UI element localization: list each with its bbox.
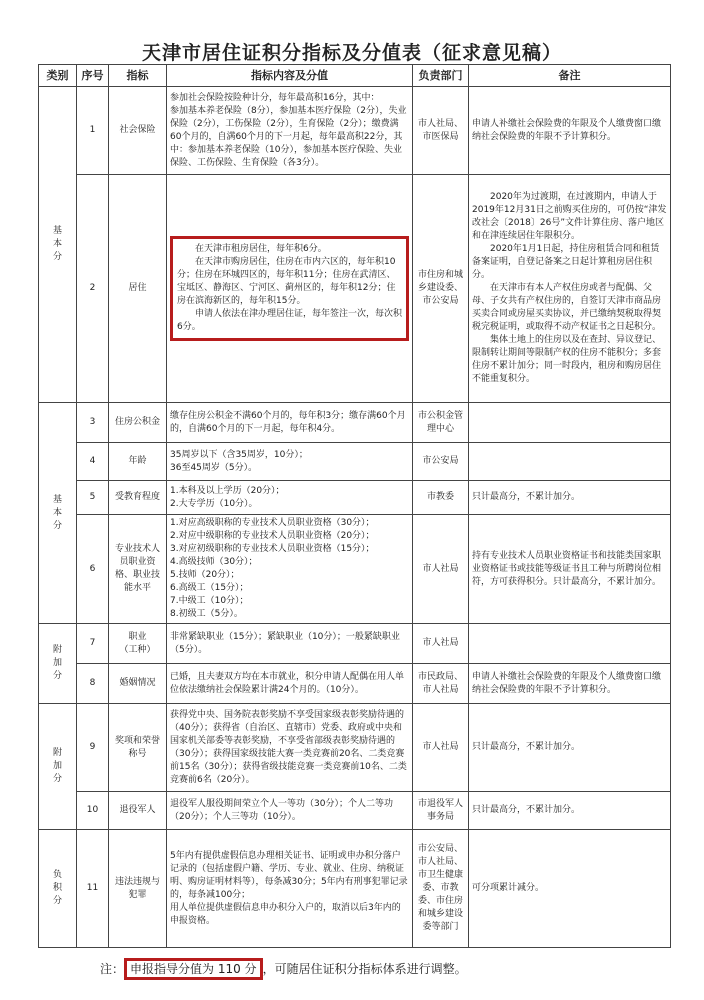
remark: 只计最高分，不累计加分。 xyxy=(469,481,671,515)
content-paragraph: 在天津市租房居住，每年积6分。 xyxy=(195,244,327,254)
indicator-name: 婚姻情况 xyxy=(109,664,167,704)
indicator-content: 获得党中央、国务院表彰奖励不享受国家级表彰奖励待遇的（40分）；获得省（自治区、直辖市）党委、政府或中央和国家机关部委等表彰奖励，不享受省部级表彰奖励待遇的（30分）；获得国家级技能大赛一类竞赛前20名、二类竞赛前15名（30分）；获得省级技能竞赛一类竞赛前10名、二类竞赛前6名（20分）。 xyxy=(167,704,413,792)
header-category: 类别 xyxy=(39,65,77,87)
indicator-name: 年龄 xyxy=(109,443,167,481)
indicator-content xyxy=(167,175,413,403)
indicator-name: 职业 （工种） xyxy=(109,624,167,664)
table-row xyxy=(39,515,671,624)
table-row xyxy=(39,792,671,830)
row-number: 3 xyxy=(77,403,109,443)
department: 市退役军人事务局 xyxy=(413,792,469,830)
highlight-box xyxy=(170,236,409,341)
row-number: 6 xyxy=(77,515,109,624)
category-basic: 基 本 分 xyxy=(39,87,77,403)
row-number: 4 xyxy=(77,443,109,481)
page-title: 天津市居住证积分指标及分值表（征求意见稿） xyxy=(141,42,562,64)
table-row xyxy=(39,443,671,481)
indicator-content: 1.本科及以上学历（20分）； 2.大专学历（10分）。 xyxy=(167,481,413,515)
remark xyxy=(469,443,671,481)
indicator-content: 35周岁以下（含35周岁，10分）； 36至45周岁（5分）。 xyxy=(167,443,413,481)
table-row xyxy=(39,87,671,175)
remark: 只计最高分，不累计加分。 xyxy=(469,704,671,792)
category-negative: 负 积 分 xyxy=(39,830,77,948)
remark: 只计最高分，不累计加分。 xyxy=(469,792,671,830)
indicator-name: 退役军人 xyxy=(109,792,167,830)
indicator-name: 奖项和荣誉称号 xyxy=(109,704,167,792)
department: 市人社局 xyxy=(413,624,469,664)
table-row xyxy=(39,403,671,443)
footnote xyxy=(100,960,467,977)
department: 市公安局 xyxy=(413,443,469,481)
remark: 可分项累计减分。 xyxy=(469,830,671,948)
department: 市人社局 xyxy=(413,704,469,792)
header-indicator: 指标 xyxy=(109,65,167,87)
department: 市人社局、 市医保局 xyxy=(413,87,469,175)
row-number: 11 xyxy=(77,830,109,948)
remark: 申请人补缴社会保险费的年限及个人缴费窗口缴纳社会保险费的年限不予计算积分。 xyxy=(469,87,671,175)
row-number: 1 xyxy=(77,87,109,175)
remark-paragraph: 2020年为过渡期，在过渡期内，申请人于2019年12月31日之前购买住房的，可仍按“津发改社会〔2018〕26号”文件计算住房、落户地区和在津连续居住年限积分。 xyxy=(472,192,667,241)
department: 市民政局、市人社局 xyxy=(413,664,469,704)
header-row xyxy=(39,65,671,87)
indicator-content: 5年内有提供虚假信息办理相关证书、证明或申办积分落户记录的（包括虚假户籍、学历、专业、就业、住房、纳税证明、购房证明材料等），每条减30分；5年内有刑事犯罪记录的，每条减100分； 用人单位提供虚假信息申办积分入户的，取消以后3年内的申报资格。 xyxy=(167,830,413,948)
department: 市教委 xyxy=(413,481,469,515)
indicator-content: 退役军人服役期间荣立个人一等功（30分）；个人二等功（20分）；个人三等功（10分）。 xyxy=(167,792,413,830)
row-number: 9 xyxy=(77,704,109,792)
table-row xyxy=(39,481,671,515)
score-table xyxy=(38,64,671,948)
row-number: 7 xyxy=(77,624,109,664)
indicator-name: 受教育程度 xyxy=(109,481,167,515)
content-paragraph: 申请人依法在津办理居住证，每年签注一次，每次积6分。 xyxy=(177,309,403,332)
indicator-name: 违法违规与犯罪 xyxy=(109,830,167,948)
row-number: 2 xyxy=(77,175,109,403)
remark-paragraph: 在天津市有本人产权住房或者与配偶、父母、子女共有产权住房的，自签订天津市商品房买卖合同或房屋买卖协议，并已缴纳契税取得契税完税证明，或取得不动产权证书之日起积分。 xyxy=(472,283,662,332)
footnote-suffix: ，可随居住证积分指标体系进行调整。 xyxy=(262,962,467,976)
category-extra: 附 加 分 xyxy=(39,624,77,704)
row-number: 10 xyxy=(77,792,109,830)
indicator-content: 已婚，且夫妻双方均在本市就业，积分申请人配偶在用人单位依法缴纳社会保险累计满24个月的。（10分）。 xyxy=(167,664,413,704)
footnote-prefix: 注： xyxy=(100,962,125,976)
content-paragraph: 在天津市购房居住，住房在市内六区的，每年积10分；住房在环城四区的，每年积11分；住房在武清区、宝坻区、静海区、宁河区、蓟州区的，每年积12分；住房在滨海新区的，每年积15分。 xyxy=(177,257,396,306)
table-row xyxy=(39,664,671,704)
department: 市公积金管理中心 xyxy=(413,403,469,443)
category-extra: 附 加 分 xyxy=(39,704,77,830)
indicator-content: 1.对应高级职称的专业技术人员职业资格（30分）； 2.对应中级职称的专业技术人员职业资格（20分）； 3.对应初级职称的专业技术人员职业资格（15分）； 4.高级技师（30分）； 5.技师（20分）； 6.高级工（15分）； 7.中级工（10分）； 8.初级工（5分）。 xyxy=(167,515,413,624)
department: 市公安局、市人社局、市卫生健康委、市教委、市住房和城乡建设委等部门 xyxy=(413,830,469,948)
remark xyxy=(469,175,671,403)
indicator-name: 专业技术人员职业资格、职业技能水平 xyxy=(109,515,167,624)
indicator-name: 社会保险 xyxy=(109,87,167,175)
row-number: 5 xyxy=(77,481,109,515)
header-number: 序号 xyxy=(77,65,109,87)
remark xyxy=(469,403,671,443)
indicator-content: 缴存住房公积金不满60个月的，每年积3分；缴存满60个月的，自满60个月的下一月起，每年积4分。 xyxy=(167,403,413,443)
header-content: 指标内容及分值 xyxy=(167,65,413,87)
header-remark: 备注 xyxy=(469,65,671,87)
remark: 申请人补缴社会保险费的年限及个人缴费窗口缴纳社会保险费的年限不予计算积分。 xyxy=(469,664,671,704)
indicator-name: 住房公积金 xyxy=(109,403,167,443)
remark-paragraph: 2020年1月1日起，持住房租赁合同和租赁备案证明，自登记备案之日起计算租房居住积分。 xyxy=(472,244,660,280)
table-row xyxy=(39,175,671,403)
indicator-content: 参加社会保险按险种计分，每年最高积16分，其中： 参加基本养老保险（8分），参加基本医疗保险（2分），失业保险（2分），工伤保险（2分），生育保险（2分）；缴费满60个月的，自满60个月的下一月起，每年最高积22分，其中：参加基本养老保险（10分），参加基本医疗保险、失业保险、工伤保险、生育保险（各3分）。 xyxy=(167,87,413,175)
department: 市住房和城乡建设委、市公安局 xyxy=(413,175,469,403)
remark-paragraph: 集体土地上的住房以及在查封、异议登记、限制转让期间等限制产权的住房不能积分；多套住房不累计加分；同一时段内，租房和购房居住不能重复积分。 xyxy=(472,335,662,384)
table-row xyxy=(39,624,671,664)
table-row xyxy=(39,704,671,792)
header-department: 负责部门 xyxy=(413,65,469,87)
row-number: 8 xyxy=(77,664,109,704)
remark: 持有专业技术人员职业资格证书和技能类国家职业资格证书或技能等级证书且工种与所聘岗位相符，方可获得积分。只计最高分，不累计加分。 xyxy=(469,515,671,624)
indicator-content: 非常紧缺职业（15分）；紧缺职业（10分）；一般紧缺职业（5分）。 xyxy=(167,624,413,664)
department: 市人社局 xyxy=(413,515,469,624)
table-row xyxy=(39,830,671,948)
remark xyxy=(469,624,671,664)
indicator-name: 居住 xyxy=(109,175,167,403)
footnote-highlight: 申报指导分值为 110 分 xyxy=(124,958,263,980)
category-basic: 基 本 分 xyxy=(39,403,77,624)
